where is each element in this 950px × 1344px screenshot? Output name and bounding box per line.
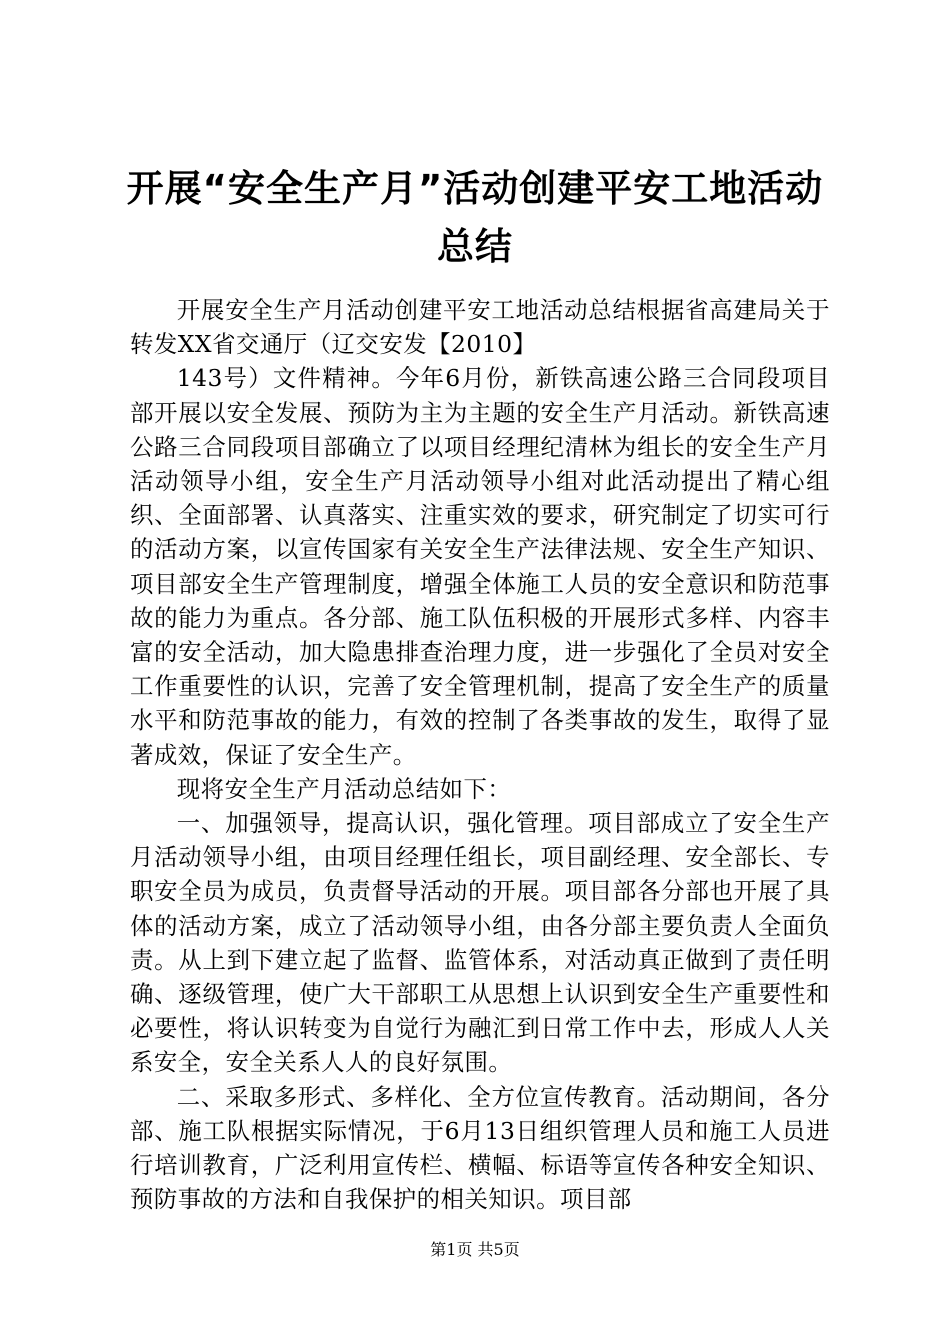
paragraph: 二、采取多形式、多样化、全方位宣传教育。活动期间，各分部、施工队根据实际情况，于6月13日组织管理人员和施工人员进行培训教育，广泛利用宣传栏、横幅、标语等宣传各种安全知识、预防事故的方法和自我保护的相关知识。项目部 <box>130 1082 830 1214</box>
page-number-footer: 第1页 共5页 <box>430 1240 520 1259</box>
paragraph: 一、加强领导，提高认识，强化管理。项目部成立了安全生产月活动领导小组，由项目经理任组长，项目副经理、安全部长、专职安全员为成员，负责督导活动的开展。项目部各分部也开展了具体的活动方案，成立了活动领导小组，由各分部主要负责人全面负责。从上到下建立起了监督、监管体系，对活动真正做到了责任明确、逐级管理，使广大干部职工从思想上认识到安全生产重要性和必要性，将认识转变为自觉行为融汇到日常工作中去，形成人人关系安全，安全关系人人的良好氛围。 <box>130 809 830 1077</box>
paragraph: 现将安全生产月活动总结如下： <box>176 774 512 803</box>
document-body <box>130 293 830 1216</box>
paragraph: 开展安全生产月活动创建平安工地活动总结根据省高建局关于转发XX省交通厅（辽交安发【2010】 <box>130 296 830 359</box>
document-title: 开展“安全生产月”活动创建平安工地活动总结 <box>126 167 824 268</box>
paragraph: 143号）文件精神。今年6月份，新铁高速公路三合同段项目部开展以安全发展、预防为主为主题的安全生产月活动。新铁高速公路三合同段项目部确立了以项目经理纪清林为组长的安全生产月活动领导小组，安全生产月活动领导小组对此活动提出了精心组织、全面部署、认真落实、注重实效的要求，研究制定了切实可行的活动方案，以宣传国家有关安全生产法律法规、安全生产知识、项目部安全生产管理制度，增强全体施工人员的安全意识和防范事故的能力为重点。各分部、施工队伍积极的开展形式多样、内容丰富的安全活动，加大隐患排查治理力度，进一步强化了全员对安全工作重要性的认识，完善了安全管理机制，提高了安全生产的质量水平和防范事故的能力，有效的控制了各类事故的发生，取得了显著成效，保证了安全生产。 <box>130 364 830 769</box>
